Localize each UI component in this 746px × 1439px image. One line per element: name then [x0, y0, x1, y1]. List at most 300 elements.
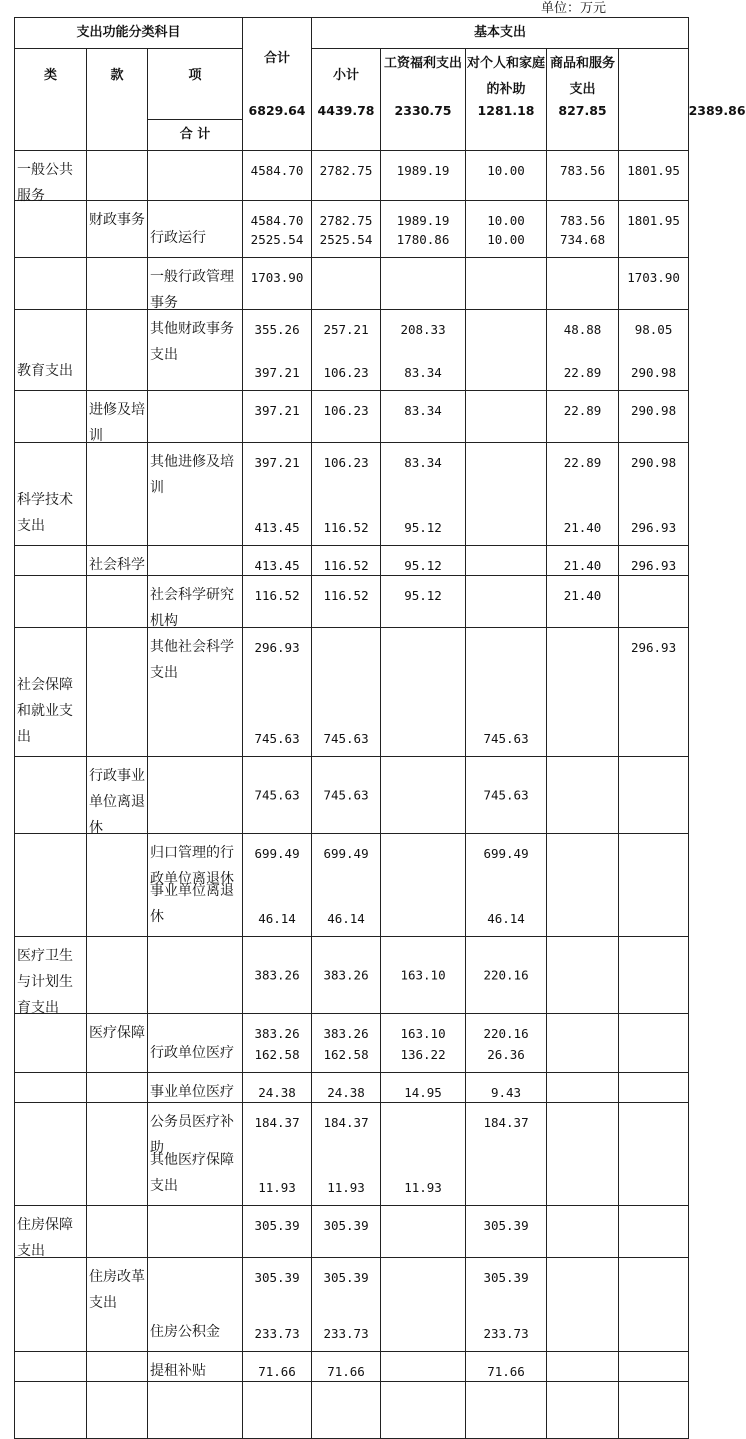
value-text: 290.98	[630, 403, 677, 418]
table-row	[15, 1352, 689, 1382]
kuan-cell	[87, 391, 148, 443]
kuan-cell	[87, 1352, 148, 1382]
value-cell	[381, 1073, 466, 1103]
value-cell	[381, 628, 466, 757]
value-cell	[243, 576, 312, 628]
xiang-cell	[148, 757, 243, 834]
value-text: 257.21	[323, 322, 369, 337]
unit-label: 单位：万元	[541, 1, 607, 16]
lei-label: 住房保障支出	[17, 1217, 73, 1259]
kuan-cell	[87, 1382, 148, 1439]
xiang-cell	[148, 391, 243, 443]
value-text: 71.66	[487, 1364, 525, 1379]
table-row	[15, 151, 689, 201]
xiang-cell	[148, 1073, 243, 1103]
xiang-cell	[148, 1103, 243, 1206]
value-text: 116.52	[254, 588, 300, 603]
value-cell	[619, 310, 689, 391]
value-cell	[619, 1352, 689, 1382]
value-cell	[243, 628, 312, 757]
lei-cell	[15, 1206, 87, 1258]
value-text: 71.66	[258, 1364, 296, 1379]
xiang-cell	[148, 834, 243, 937]
total-value: 4439.78	[317, 102, 375, 118]
value-text: 734.68	[559, 232, 606, 247]
value-cell	[466, 1206, 547, 1258]
value-text: 98.05	[634, 322, 673, 337]
value-text: 22.89	[563, 403, 602, 418]
xiang-label: 一般行政管理事务	[150, 269, 234, 311]
value-text: 162.58	[323, 1047, 369, 1062]
lei-label: 社会保障和就业支出	[17, 677, 73, 745]
lei-cell	[15, 576, 87, 628]
xiang-cell	[148, 258, 243, 310]
xiang-cell	[148, 576, 243, 628]
value-text: 95.12	[404, 588, 442, 603]
xiang-label: 公务员医疗补助	[150, 1114, 234, 1156]
value-text: 106.23	[323, 455, 369, 470]
value-cell	[619, 757, 689, 834]
value-text: 1801.95	[627, 163, 680, 178]
table-row	[15, 834, 689, 937]
value-text: 305.39	[254, 1218, 300, 1233]
xiang-label: 行政单位医疗	[150, 1045, 234, 1061]
value-cell	[381, 1014, 466, 1073]
value-text: 21.40	[563, 520, 602, 535]
lei-cell	[15, 1352, 87, 1382]
value-cell	[466, 151, 547, 201]
value-text: 9.43	[490, 1085, 522, 1100]
xiang-label: 事业单位医疗	[150, 1084, 234, 1100]
value-cell	[466, 1382, 547, 1439]
kuan-label: 行政事业单位离退休	[89, 768, 145, 836]
kuan-cell	[87, 576, 148, 628]
lei-cell	[15, 201, 87, 258]
value-cell	[381, 1382, 466, 1439]
value-cell	[243, 151, 312, 201]
xiang-label: 行政运行	[150, 230, 206, 246]
value-cell	[619, 443, 689, 546]
value-text: 783.56	[559, 163, 606, 178]
kuan-label: 住房改革支出	[89, 1269, 145, 1311]
value-text: 290.98	[630, 455, 677, 470]
value-cell	[466, 391, 547, 443]
value-text: 296.93	[630, 520, 677, 535]
value-cell	[312, 1206, 381, 1258]
lei-cell	[15, 546, 87, 576]
value-cell	[619, 1382, 689, 1439]
value-text: 106.23	[323, 365, 369, 380]
value-cell	[312, 757, 381, 834]
value-text: 233.73	[323, 1326, 369, 1341]
header-xiaoji: 小计	[312, 49, 381, 151]
value-text: 95.12	[404, 520, 442, 535]
value-cell	[619, 1103, 689, 1206]
lei-cell	[15, 1073, 87, 1103]
header-goods: 商品和服务支出	[547, 49, 619, 151]
xiang-cell	[148, 1382, 243, 1439]
value-text: 296.93	[254, 640, 300, 655]
header-heji: 合 计	[148, 120, 243, 151]
value-text: 48.88	[563, 322, 602, 337]
value-text: 305.39	[323, 1218, 369, 1233]
value-cell	[466, 310, 547, 391]
value-text: 46.14	[487, 911, 525, 926]
value-cell	[547, 1352, 619, 1382]
value-cell	[243, 1103, 312, 1206]
value-cell	[243, 546, 312, 576]
header-personal: 对个人和家庭的补助	[466, 49, 547, 151]
value-text: 220.16	[483, 1026, 529, 1041]
kuan-cell	[87, 1073, 148, 1103]
value-text: 397.21	[254, 455, 300, 470]
value-cell	[243, 757, 312, 834]
value-text: 83.34	[404, 455, 442, 470]
value-text: 71.66	[327, 1364, 365, 1379]
value-cell	[547, 1258, 619, 1352]
xiang-cell	[148, 201, 243, 258]
value-cell	[381, 391, 466, 443]
value-text: 233.73	[254, 1326, 300, 1341]
value-cell	[466, 201, 547, 258]
value-cell	[312, 834, 381, 937]
value-text: 208.33	[400, 322, 446, 337]
value-cell	[243, 310, 312, 391]
xiang-cell	[148, 937, 243, 1014]
value-text: 745.63	[254, 787, 300, 803]
budget-table	[14, 17, 689, 1439]
value-text: 22.89	[563, 455, 602, 470]
table-row	[15, 757, 689, 834]
value-cell	[547, 151, 619, 201]
value-cell	[381, 1258, 466, 1352]
lei-cell	[15, 258, 87, 310]
lei-cell	[15, 1258, 87, 1352]
value-cell	[381, 546, 466, 576]
value-cell	[381, 1206, 466, 1258]
lei-cell	[15, 628, 87, 757]
header-xiang: 项	[148, 49, 243, 120]
value-cell	[312, 258, 381, 310]
lei-cell	[15, 757, 87, 834]
value-text: 699.49	[323, 846, 369, 861]
value-cell	[381, 937, 466, 1014]
value-text: 83.34	[404, 403, 442, 418]
value-cell	[547, 1382, 619, 1439]
value-text: 162.58	[254, 1047, 300, 1062]
value-cell	[243, 1258, 312, 1352]
value-text: 355.26	[254, 322, 300, 337]
xiang-label: 归口管理的行政单位离退休	[150, 845, 234, 887]
value-cell	[619, 1206, 689, 1258]
value-text: 10.00	[487, 213, 525, 228]
value-cell	[619, 1014, 689, 1073]
value-cell	[381, 201, 466, 258]
value-cell	[312, 310, 381, 391]
value-text: 116.52	[323, 558, 369, 573]
value-text: 745.63	[483, 787, 529, 803]
value-text: 383.26	[323, 1026, 369, 1041]
value-cell	[312, 546, 381, 576]
value-cell	[312, 201, 381, 258]
value-cell	[619, 546, 689, 576]
table-row	[15, 576, 689, 628]
value-cell	[243, 258, 312, 310]
value-cell	[312, 391, 381, 443]
value-cell	[381, 310, 466, 391]
value-text: 305.39	[323, 1270, 369, 1285]
value-cell	[547, 1014, 619, 1073]
value-cell	[466, 937, 547, 1014]
value-cell	[466, 258, 547, 310]
value-cell	[381, 1352, 466, 1382]
kuan-cell	[87, 310, 148, 391]
kuan-cell	[87, 757, 148, 834]
value-text: 11.93	[327, 1180, 365, 1195]
value-cell	[466, 1103, 547, 1206]
kuan-cell	[87, 151, 148, 201]
value-cell	[547, 576, 619, 628]
value-cell	[466, 628, 547, 757]
value-text: 1703.90	[627, 270, 680, 285]
kuan-cell	[87, 201, 148, 258]
xiang-label: 其他社会科学支出	[150, 639, 234, 681]
kuan-label: 财政事务	[89, 212, 145, 228]
value-cell	[312, 628, 381, 757]
value-cell	[243, 834, 312, 937]
xiang-label: 其他进修及培训	[150, 454, 234, 496]
value-cell	[547, 443, 619, 546]
kuan-cell	[87, 628, 148, 757]
value-text: 116.52	[323, 520, 369, 535]
header-kuan: 款	[87, 49, 148, 151]
value-cell	[547, 834, 619, 937]
value-cell	[381, 151, 466, 201]
value-cell	[466, 1352, 547, 1382]
table-row	[15, 1206, 689, 1258]
xiang-label: 社会科学研究机构	[150, 587, 234, 629]
value-text: 397.21	[254, 403, 300, 418]
value-cell	[381, 443, 466, 546]
kuan-cell	[87, 1206, 148, 1258]
xiang-cell	[148, 1258, 243, 1352]
value-cell	[243, 1014, 312, 1073]
table-row	[15, 258, 689, 310]
value-text: 24.38	[258, 1085, 296, 1100]
table-row	[15, 1073, 689, 1103]
value-cell	[547, 757, 619, 834]
lei-cell	[15, 834, 87, 937]
value-text: 11.93	[258, 1180, 296, 1195]
value-text: 10.00	[487, 232, 525, 247]
value-cell	[619, 1258, 689, 1352]
lei-label: 教育支出	[17, 363, 73, 379]
value-text: 2782.75	[319, 213, 373, 228]
value-cell	[312, 1382, 381, 1439]
value-text: 305.39	[483, 1270, 529, 1285]
value-text: 26.36	[487, 1047, 525, 1062]
value-cell	[243, 201, 312, 258]
value-cell	[619, 937, 689, 1014]
value-text: 1703.90	[250, 270, 304, 285]
value-cell	[243, 1206, 312, 1258]
kuan-cell	[87, 546, 148, 576]
lei-cell	[15, 1103, 87, 1206]
lei-label: 一般公共服务	[17, 162, 73, 204]
value-text: 116.52	[323, 588, 369, 603]
xiang-label: 其他财政事务支出	[150, 321, 234, 363]
table-row	[15, 937, 689, 1014]
value-cell	[312, 1103, 381, 1206]
value-cell	[243, 1352, 312, 1382]
kuan-cell	[87, 834, 148, 937]
header-basic: 基本支出	[312, 18, 689, 49]
header-lei: 类	[15, 49, 87, 151]
table-row	[15, 310, 689, 391]
value-text: 1989.19	[396, 213, 450, 228]
value-cell	[619, 151, 689, 201]
value-cell	[381, 834, 466, 937]
value-cell	[312, 1258, 381, 1352]
value-text: 11.93	[404, 1180, 442, 1195]
value-cell	[466, 1014, 547, 1073]
xiang-cell	[148, 628, 243, 757]
header-wage: 工资福利支出	[381, 49, 466, 151]
value-text: 136.22	[400, 1047, 446, 1062]
xiang-label: 提租补贴	[150, 1363, 206, 1379]
value-cell	[381, 576, 466, 628]
lei-cell	[15, 1014, 87, 1073]
value-cell	[312, 1073, 381, 1103]
value-text: 220.16	[483, 967, 529, 983]
value-cell	[466, 834, 547, 937]
xiang-label: 住房公积金	[150, 1324, 220, 1340]
table-row	[15, 628, 689, 757]
kuan-label: 进修及培训	[89, 402, 145, 444]
value-cell	[381, 258, 466, 310]
total-value: 1281.18	[477, 102, 535, 118]
kuan-label: 医疗保障	[89, 1025, 145, 1041]
lei-cell	[15, 310, 87, 391]
value-cell	[312, 1352, 381, 1382]
value-cell	[243, 443, 312, 546]
value-text: 397.21	[254, 365, 300, 380]
value-cell	[547, 201, 619, 258]
value-text: 745.63	[323, 731, 369, 746]
value-cell	[619, 1073, 689, 1103]
xiang-cell	[148, 443, 243, 546]
value-text: 699.49	[254, 846, 300, 861]
table-row	[15, 1103, 689, 1206]
xiang-label: 事业单位离退休	[150, 883, 234, 925]
table-row	[15, 391, 689, 443]
lei-cell	[15, 937, 87, 1014]
value-cell	[547, 258, 619, 310]
value-text: 413.45	[254, 520, 300, 535]
header-total: 合计	[243, 18, 312, 151]
value-cell	[466, 1258, 547, 1352]
value-text: 1801.95	[627, 213, 680, 228]
lei-cell	[15, 391, 87, 443]
value-cell	[547, 310, 619, 391]
value-cell	[547, 1073, 619, 1103]
xiang-cell	[148, 310, 243, 391]
kuan-cell	[87, 1103, 148, 1206]
value-text: 4584.70	[250, 163, 304, 178]
lei-cell	[15, 1382, 87, 1439]
value-text: 24.38	[327, 1085, 365, 1100]
value-cell	[381, 757, 466, 834]
value-text: 21.40	[563, 588, 602, 603]
value-text: 296.93	[630, 558, 677, 573]
header-func-cls: 支出功能分类科目	[15, 18, 243, 49]
total-value: 2330.75	[394, 102, 452, 118]
value-text: 745.63	[483, 731, 529, 746]
xiang-cell	[148, 151, 243, 201]
value-text: 10.00	[487, 163, 525, 178]
value-cell	[619, 576, 689, 628]
lei-cell	[15, 151, 87, 204]
total-value: 827.85	[558, 102, 607, 118]
value-text: 699.49	[483, 846, 529, 861]
value-text: 2525.54	[250, 232, 304, 247]
xiang-cell	[148, 546, 243, 576]
value-cell	[619, 258, 689, 310]
value-text: 95.12	[404, 558, 442, 573]
value-cell	[312, 937, 381, 1014]
value-cell	[312, 576, 381, 628]
value-cell	[312, 443, 381, 546]
value-text: 1989.19	[396, 163, 450, 178]
value-cell	[466, 757, 547, 834]
value-text: 83.34	[404, 365, 442, 380]
value-cell	[243, 1382, 312, 1439]
value-cell	[312, 151, 381, 201]
value-text: 745.63	[254, 731, 300, 746]
value-text: 22.89	[563, 365, 602, 380]
value-cell	[547, 391, 619, 443]
lei-label: 医疗卫生与计划生育支出	[17, 948, 73, 1016]
value-cell	[243, 391, 312, 443]
value-cell	[547, 628, 619, 757]
value-cell	[243, 937, 312, 1014]
value-text: 46.14	[258, 911, 296, 926]
value-cell	[466, 576, 547, 628]
kuan-label: 社会科学	[89, 557, 145, 573]
value-text: 296.93	[630, 640, 677, 655]
xiang-label: 其他医疗保障支出	[150, 1152, 234, 1194]
value-text: 783.56	[559, 213, 606, 228]
value-cell	[619, 834, 689, 937]
value-text: 1780.86	[396, 232, 450, 247]
value-text: 184.37	[254, 1115, 300, 1130]
value-cell	[312, 1014, 381, 1073]
value-text: 184.37	[323, 1115, 369, 1130]
value-cell	[619, 628, 689, 757]
value-cell	[466, 1073, 547, 1103]
value-text: 2782.75	[319, 163, 373, 178]
table-row	[15, 1014, 689, 1073]
kuan-cell	[87, 937, 148, 1014]
table-row	[15, 443, 689, 546]
value-text: 383.26	[254, 1026, 300, 1041]
value-text: 14.95	[404, 1085, 442, 1100]
xiang-cell	[148, 1352, 243, 1382]
value-text: 413.45	[254, 558, 300, 573]
value-text: 163.10	[400, 967, 446, 983]
value-cell	[547, 1103, 619, 1206]
kuan-cell	[87, 443, 148, 546]
